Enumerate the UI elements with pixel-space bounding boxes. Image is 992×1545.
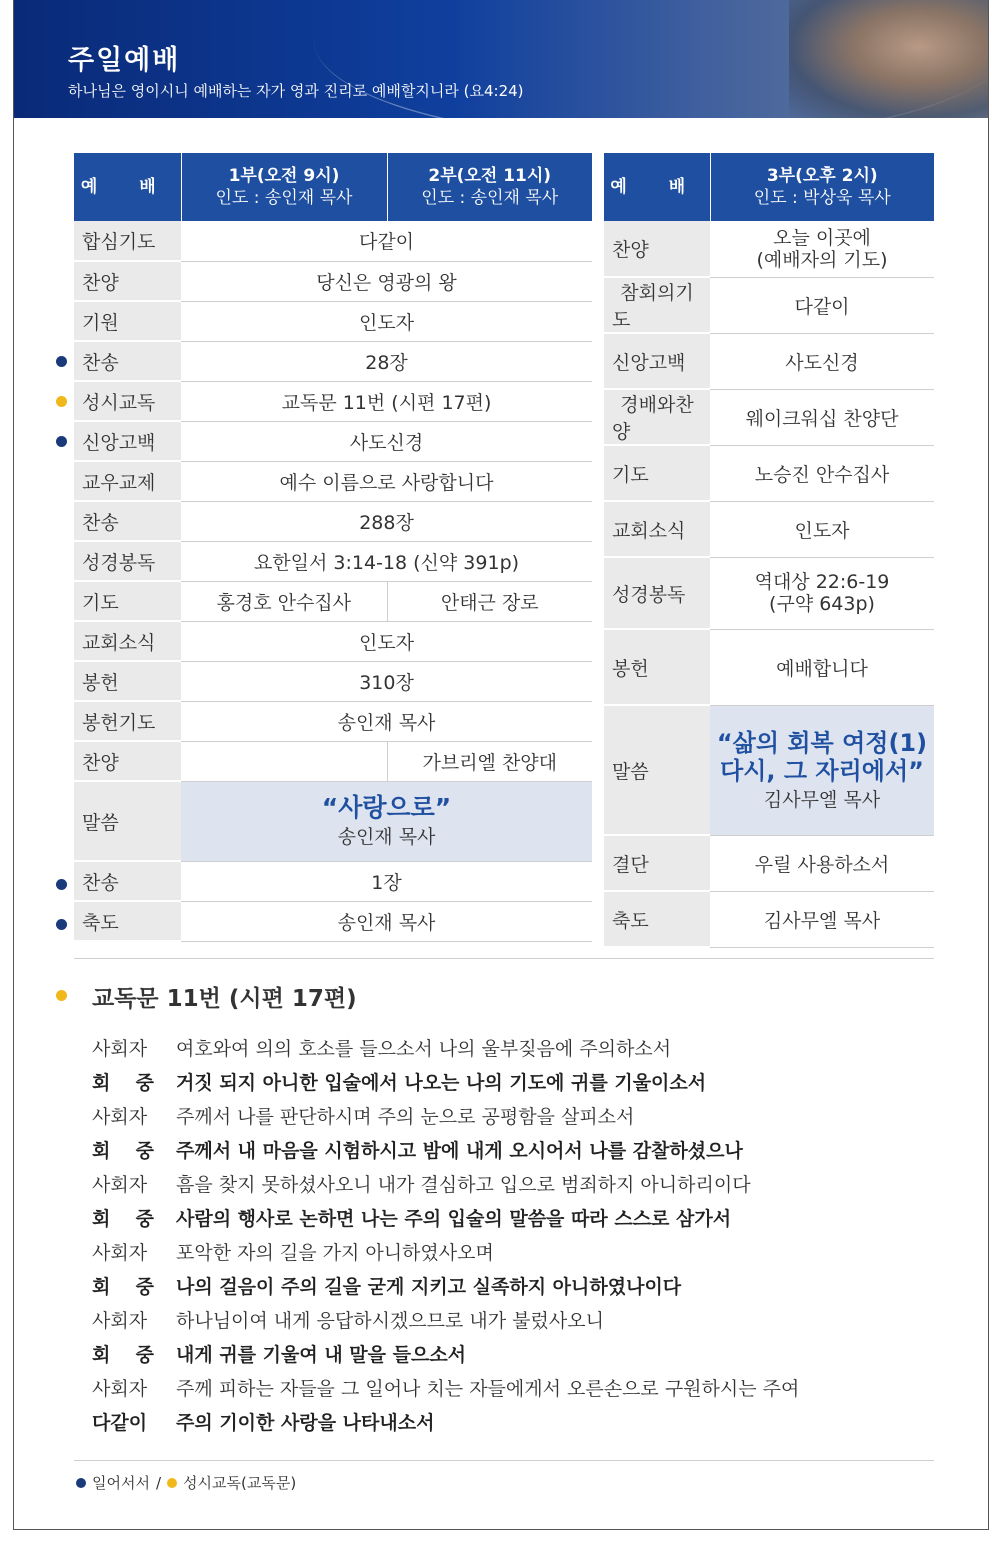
table-row bbox=[74, 301, 592, 341]
table-row bbox=[74, 701, 592, 741]
table-row bbox=[74, 221, 592, 261]
reading-line bbox=[92, 1200, 799, 1234]
reading-speaker: 회 중 bbox=[92, 1343, 154, 1366]
row-value: 요한일서 3:14-18 (신약 391p) bbox=[181, 541, 592, 581]
row-label: 찬송 bbox=[74, 341, 181, 381]
row-value: 다같이 bbox=[710, 277, 934, 333]
service-1-leader: 인도 : 송인재 목사 bbox=[215, 188, 353, 208]
row-label: 성경봉독 bbox=[604, 557, 710, 629]
row-value: 사도신경 bbox=[181, 421, 592, 461]
row-label: 축도 bbox=[604, 891, 710, 947]
reading-text: 주의 기이한 사랑을 나타내소서 bbox=[176, 1411, 435, 1434]
sermon-preacher: 김사무엘 목사 bbox=[763, 788, 881, 811]
row-label: 합심기도 bbox=[74, 221, 181, 261]
reading-speaker: 다같이 bbox=[92, 1411, 148, 1434]
legend bbox=[76, 1472, 296, 1493]
row-label: 기도 bbox=[74, 581, 181, 621]
sermon-title-line2: 다시, 그 자리에서” bbox=[720, 756, 924, 785]
service-table-1-2 bbox=[74, 153, 592, 942]
row-label: 성경봉독 bbox=[74, 541, 181, 581]
row-value-service-2: 가브리엘 찬양대 bbox=[387, 741, 592, 781]
table-row bbox=[74, 501, 592, 541]
sermon-row bbox=[604, 705, 934, 835]
column-label: 예 배 bbox=[604, 153, 710, 221]
row-value-service-1 bbox=[181, 741, 387, 781]
reading-text: 거짓 되지 아니한 입술에서 나오는 나의 기도에 귀를 기울이소서 bbox=[176, 1071, 707, 1094]
row-value: 노승진 안수집사 bbox=[710, 445, 934, 501]
reading-text: 주께 피하는 자들을 그 일어나 치는 자들에게서 오른손으로 구원하시는 주여 bbox=[176, 1377, 800, 1400]
row-label: 봉헌 bbox=[604, 629, 710, 705]
row-value: 인도자 bbox=[181, 301, 592, 341]
service-2-time: 2부(오전 11시) bbox=[428, 166, 552, 186]
reading-speaker: 회 중 bbox=[92, 1207, 154, 1230]
sermon-row bbox=[74, 781, 592, 861]
row-label: 축도 bbox=[74, 901, 181, 941]
reading-speaker: 사회자 bbox=[92, 1241, 148, 1264]
column-label: 예 배 bbox=[74, 153, 181, 221]
row-value: 당신은 영광의 왕 bbox=[181, 261, 592, 301]
reading-text: 사람의 행사로 논하면 나는 주의 입술의 말씀을 따라 스스로 삼가서 bbox=[176, 1207, 732, 1230]
responsive-reading-title: 교독문 11번 (시편 17편) bbox=[92, 986, 357, 1012]
table-row bbox=[604, 891, 934, 947]
reading-text: 여호와여 의의 호소를 들으소서 나의 울부짖음에 주의하소서 bbox=[176, 1037, 672, 1060]
row-value: 김사무엘 목사 bbox=[710, 891, 934, 947]
row-value-line1: 역대상 22:6-19 bbox=[754, 571, 890, 593]
table-row bbox=[604, 557, 934, 629]
row-value-line2: (구약 643p) bbox=[769, 593, 875, 615]
service-3-time: 3부(오후 2시) bbox=[766, 166, 878, 186]
row-value: 송인재 목사 bbox=[181, 901, 592, 941]
reading-line bbox=[92, 1336, 799, 1370]
table-header-row bbox=[74, 153, 592, 221]
sermon-cell bbox=[710, 705, 934, 835]
reading-text: 주께서 나를 판단하시며 주의 눈으로 공평함을 살피소서 bbox=[176, 1105, 635, 1128]
row-label: 기원 bbox=[74, 301, 181, 341]
table-row bbox=[74, 581, 592, 621]
reading-speaker: 사회자 bbox=[92, 1105, 148, 1128]
row-label: 봉헌기도 bbox=[74, 701, 181, 741]
table-row bbox=[604, 221, 934, 277]
table-row bbox=[74, 901, 592, 941]
stand-dot-icon bbox=[56, 919, 67, 930]
section-divider bbox=[74, 958, 934, 959]
reading-line bbox=[92, 1132, 799, 1166]
row-value: 28장 bbox=[181, 341, 592, 381]
stand-dot-icon bbox=[76, 1478, 86, 1488]
row-value: 예수 이름으로 사랑합니다 bbox=[181, 461, 592, 501]
row-label: 참회의기도 bbox=[604, 277, 710, 333]
row-value: 사도신경 bbox=[710, 333, 934, 389]
reading-dot-icon bbox=[167, 1478, 177, 1488]
row-label: 봉헌 bbox=[74, 661, 181, 701]
reading-speaker: 회 중 bbox=[92, 1139, 154, 1162]
reading-speaker: 사회자 bbox=[92, 1037, 148, 1060]
row-label: 경배와찬양 bbox=[604, 389, 710, 445]
stand-dot-icon bbox=[56, 879, 67, 890]
reading-dot-icon bbox=[56, 396, 67, 407]
legend-stand: 일어서서 bbox=[92, 1474, 150, 1492]
service-3-leader: 인도 : 박상욱 목사 bbox=[753, 188, 891, 208]
reading-line bbox=[92, 1302, 799, 1336]
table-row bbox=[74, 541, 592, 581]
reading-text: 내게 귀를 기울여 내 말을 들으소서 bbox=[176, 1343, 467, 1366]
page-subtitle: 하나님은 영이시니 예배하는 자가 영과 진리로 예배할지니라 (요4:24) bbox=[68, 82, 524, 100]
reading-text: 주께서 내 마음을 시험하시고 밤에 내게 오시어서 나를 감찰하셨으나 bbox=[176, 1139, 743, 1162]
row-value: 1장 bbox=[181, 861, 592, 901]
row-value: 다같이 bbox=[181, 221, 592, 261]
stand-dot-icon bbox=[56, 356, 67, 367]
reading-line bbox=[92, 1166, 799, 1200]
reading-text: 나의 걸음이 주의 길을 굳게 지키고 실족하지 아니하였나이다 bbox=[176, 1275, 682, 1298]
row-value bbox=[710, 557, 934, 629]
reading-speaker: 회 중 bbox=[92, 1071, 154, 1094]
row-label: 교우교제 bbox=[74, 461, 181, 501]
table-header-row bbox=[604, 153, 934, 221]
reading-line bbox=[92, 1064, 799, 1098]
row-label: 교회소식 bbox=[74, 621, 181, 661]
row-value bbox=[710, 221, 934, 277]
row-value-service-1: 홍경호 안수집사 bbox=[181, 581, 387, 621]
sermon-cell bbox=[181, 781, 592, 861]
row-value: 288장 bbox=[181, 501, 592, 541]
reading-line bbox=[92, 1370, 799, 1404]
page-title: 주일예배 bbox=[68, 45, 181, 76]
reading-line bbox=[92, 1404, 799, 1438]
responsive-reading-list bbox=[92, 1030, 799, 1438]
table-row bbox=[74, 621, 592, 661]
reading-line bbox=[92, 1098, 799, 1132]
table-row bbox=[74, 461, 592, 501]
row-label: 기도 bbox=[604, 445, 710, 501]
reading-speaker: 회 중 bbox=[92, 1275, 154, 1298]
reading-speaker: 사회자 bbox=[92, 1377, 148, 1400]
service-2-header bbox=[387, 153, 592, 221]
row-label: 찬양 bbox=[74, 741, 181, 781]
service-2-leader: 인도 : 송인재 목사 bbox=[421, 188, 559, 208]
footer-divider bbox=[74, 1460, 934, 1461]
row-label: 말씀 bbox=[604, 705, 710, 835]
reading-text: 흠을 찾지 못하셨사오니 내가 결심하고 입으로 범죄하지 아니하리이다 bbox=[176, 1173, 751, 1196]
row-label: 성시교독 bbox=[74, 381, 181, 421]
reading-text: 포악한 자의 길을 가지 아니하였사오며 bbox=[176, 1241, 494, 1264]
sermon-title: “사랑으로” bbox=[321, 792, 452, 822]
sermon-preacher: 송인재 목사 bbox=[337, 825, 436, 848]
row-value: 송인재 목사 bbox=[181, 701, 592, 741]
row-label: 말씀 bbox=[74, 781, 181, 861]
table-row bbox=[74, 381, 592, 421]
row-value: 예배합니다 bbox=[710, 629, 934, 705]
row-label: 찬양 bbox=[74, 261, 181, 301]
row-value: 인도자 bbox=[181, 621, 592, 661]
service-table-3 bbox=[604, 153, 934, 948]
row-value: 웨이크워십 찬양단 bbox=[710, 389, 934, 445]
row-label: 찬송 bbox=[74, 501, 181, 541]
service-3-header bbox=[710, 153, 934, 221]
table-row bbox=[604, 445, 934, 501]
reading-line bbox=[92, 1268, 799, 1302]
row-label: 결단 bbox=[604, 835, 710, 891]
row-label: 찬양 bbox=[604, 221, 710, 277]
row-label: 신앙고백 bbox=[74, 421, 181, 461]
service-1-time: 1부(오전 9시) bbox=[228, 166, 340, 186]
reading-line bbox=[92, 1030, 799, 1064]
row-value: 우릴 사용하소서 bbox=[710, 835, 934, 891]
reading-text: 하나님이여 내게 응답하시겠으므로 내가 불렀사오니 bbox=[176, 1309, 604, 1332]
table-row bbox=[74, 261, 592, 301]
row-label: 교회소식 bbox=[604, 501, 710, 557]
table-row bbox=[74, 661, 592, 701]
stand-dot-icon bbox=[56, 436, 67, 447]
reading-speaker: 사회자 bbox=[92, 1173, 148, 1196]
row-label: 신앙고백 bbox=[604, 333, 710, 389]
sermon-title-line1: “삶의 회복 여정(1) bbox=[716, 728, 928, 757]
table-row bbox=[604, 629, 934, 705]
table-row bbox=[74, 741, 592, 781]
reading-speaker: 사회자 bbox=[92, 1309, 148, 1332]
table-row bbox=[604, 333, 934, 389]
row-value-line1: 오늘 이곳에 bbox=[773, 226, 871, 249]
row-value-line2: (예배자의 기도) bbox=[756, 248, 888, 271]
row-label: 찬송 bbox=[74, 861, 181, 901]
row-value: 310장 bbox=[181, 661, 592, 701]
legend-reading: 성시교독(교독문) bbox=[183, 1474, 297, 1492]
table-row bbox=[604, 835, 934, 891]
table-row bbox=[604, 501, 934, 557]
service-1-header bbox=[181, 153, 387, 221]
reading-line bbox=[92, 1234, 799, 1268]
table-row bbox=[74, 341, 592, 381]
reading-dot-icon bbox=[56, 990, 67, 1001]
table-row bbox=[74, 421, 592, 461]
table-row bbox=[604, 277, 934, 333]
row-value-service-2: 안태근 장로 bbox=[387, 581, 592, 621]
legend-separator: / bbox=[155, 1473, 162, 1492]
row-value: 교독문 11번 (시편 17편) bbox=[181, 381, 592, 421]
table-row bbox=[604, 389, 934, 445]
row-value: 인도자 bbox=[710, 501, 934, 557]
table-row bbox=[74, 861, 592, 901]
